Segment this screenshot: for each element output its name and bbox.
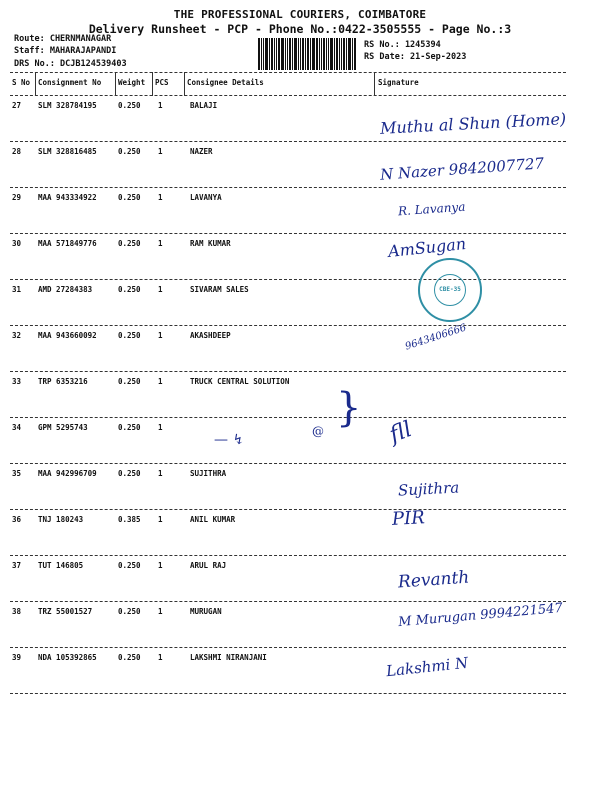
staff-label: Staff: MAHARAJAPANDI xyxy=(14,46,117,56)
handwritten-signature: M Murugan 9994221547 xyxy=(397,600,564,631)
row-sno: 39 xyxy=(12,653,22,662)
row-consignment-no: GPM 5295743 xyxy=(38,423,88,432)
row-weight: 0.250 xyxy=(118,147,141,156)
col-header-signature: Signature xyxy=(378,78,419,87)
table-row xyxy=(0,96,600,142)
table-row xyxy=(0,234,600,280)
barcode-bar xyxy=(330,38,333,70)
row-sno: 34 xyxy=(12,423,22,432)
row-consignee: ANIL KUMAR xyxy=(190,515,236,524)
row-sno: 32 xyxy=(12,331,22,340)
handwritten-signature: 9643406666 xyxy=(403,322,468,353)
barcode-bar xyxy=(263,38,264,70)
row-consignee: SUJITHRA xyxy=(190,469,227,478)
barcode-bar xyxy=(334,38,335,70)
barcode-bar xyxy=(310,38,311,70)
drs-number: DRS No.: DCJB124539403 xyxy=(14,59,127,69)
row-weight: 0.250 xyxy=(118,239,141,248)
row-consignment-no: TRZ 55001527 xyxy=(38,607,93,616)
row-sno: 28 xyxy=(12,147,22,156)
row-weight: 0.250 xyxy=(118,607,141,616)
row-weight: 0.250 xyxy=(118,653,141,662)
row-consignee: LAKSHMI NIRANJANI xyxy=(190,653,267,662)
barcode-bar xyxy=(294,38,297,70)
row-pcs: 1 xyxy=(158,377,163,386)
row-consignment-no: TRP 6353216 xyxy=(38,377,88,386)
barcode-bar xyxy=(271,38,273,70)
row-sno: 30 xyxy=(12,239,22,248)
barcode-bar xyxy=(319,38,320,70)
row-consignee: NAZER xyxy=(190,147,213,156)
table-row xyxy=(0,507,600,556)
row-consignee: SIVARAM SALES xyxy=(190,285,249,294)
handwritten-signature: Lakshmi N xyxy=(385,653,469,681)
handwritten-signature: Sujithra xyxy=(397,478,460,500)
barcode-bar xyxy=(276,38,277,70)
barcode-bar xyxy=(258,38,260,70)
col-divider xyxy=(152,72,153,96)
barcode-bar xyxy=(285,38,286,70)
row-pcs: 1 xyxy=(158,285,163,294)
barcode-bar xyxy=(307,38,309,70)
row-consignment-no: TNJ 180243 xyxy=(38,515,84,524)
handwritten-signature: PIR xyxy=(391,507,426,530)
table-row xyxy=(0,648,600,694)
row-consignee: MURUGAN xyxy=(190,607,222,616)
row-weight: 0.250 xyxy=(118,469,141,478)
row-pcs: 1 xyxy=(158,101,163,110)
row-sno: 35 xyxy=(12,469,22,478)
row-consignment-no: AMD 27284383 xyxy=(38,285,93,294)
row-pcs: 1 xyxy=(158,193,163,202)
row-consignee: RAM KUMAR xyxy=(190,239,231,248)
table-row xyxy=(0,418,600,464)
col-divider xyxy=(184,72,185,96)
barcode-bar xyxy=(281,38,284,70)
company-stamp xyxy=(418,258,482,322)
row-consignment-no: MAA 571849776 xyxy=(38,239,97,248)
col-header-pcs: PCS xyxy=(155,78,169,87)
handwritten-signature: Muthu al Shun (Home) xyxy=(379,109,567,138)
handwritten-signature: AmSugan xyxy=(387,233,467,262)
row-pcs: 1 xyxy=(158,147,163,156)
barcode-bar xyxy=(312,38,315,70)
table-row xyxy=(0,322,600,372)
barcode-bar xyxy=(261,38,262,70)
barcode-bar xyxy=(321,38,322,70)
header-top-rule xyxy=(10,72,566,73)
row-consignment-no: MAA 943334922 xyxy=(38,193,97,202)
row-consignee: ARUL RAJ xyxy=(190,561,227,570)
pen-mark: — ↯ xyxy=(214,432,245,448)
row-pcs: 1 xyxy=(158,515,163,524)
rs-date: RS Date: 21-Sep-2023 xyxy=(364,52,467,62)
stamp-code: CBE-35 xyxy=(439,286,461,293)
table-row xyxy=(0,188,600,234)
barcode-bar xyxy=(336,38,338,70)
table-row xyxy=(0,602,600,648)
barcode-bar xyxy=(278,38,280,70)
row-pcs: 1 xyxy=(158,239,163,248)
barcode-bar xyxy=(326,38,327,70)
row-consignee: TRUCK CENTRAL SOLUTION xyxy=(190,377,290,386)
row-pcs: 1 xyxy=(158,561,163,570)
col-divider xyxy=(35,72,36,96)
row-sno: 36 xyxy=(12,515,22,524)
col-header-sno: S No xyxy=(12,78,31,87)
barcode-bar xyxy=(328,38,329,70)
row-pcs: 1 xyxy=(158,423,163,432)
row-consignment-no: MAA 943660092 xyxy=(38,331,97,340)
row-consignment-no: SLM 328816485 xyxy=(38,147,97,156)
barcode-bar xyxy=(316,38,318,70)
row-pcs: 1 xyxy=(158,469,163,478)
col-divider xyxy=(374,72,375,96)
row-consignment-no: NDA 105392865 xyxy=(38,653,97,662)
row-sno: 37 xyxy=(12,561,22,570)
table-row xyxy=(0,464,600,510)
handwritten-signature: Revanth xyxy=(397,567,470,593)
barcode-bar xyxy=(265,38,268,70)
barcode-bar xyxy=(269,38,270,70)
row-weight: 0.250 xyxy=(118,423,141,432)
row-sno: 31 xyxy=(12,285,22,294)
barcode-bar xyxy=(341,38,342,70)
row-consignee: AKASHDEEP xyxy=(190,331,231,340)
row-sno: 29 xyxy=(12,193,22,202)
rs-number: RS No.: 1245394 xyxy=(364,40,441,50)
col-divider xyxy=(115,72,116,96)
row-pcs: 1 xyxy=(158,653,163,662)
barcode-bar xyxy=(292,38,293,70)
barcode-bar xyxy=(298,38,299,70)
row-sno: 33 xyxy=(12,377,22,386)
barcode xyxy=(258,38,358,70)
row-weight: 0.250 xyxy=(118,193,141,202)
handwritten-signature: N Nazer 9842007727 xyxy=(379,154,545,184)
table-row xyxy=(0,280,600,326)
barcode-bar xyxy=(302,38,304,70)
row-weight: 0.250 xyxy=(118,377,141,386)
table-row xyxy=(0,372,600,418)
barcode-bar xyxy=(323,38,325,70)
pen-mark: @ xyxy=(312,424,324,438)
row-weight: 0.385 xyxy=(118,515,141,524)
row-separator xyxy=(10,693,566,694)
barcode-bar xyxy=(352,38,353,70)
pen-brace: } xyxy=(336,385,362,431)
row-sno: 38 xyxy=(12,607,22,616)
barcode-bar xyxy=(346,38,347,70)
row-consignment-no: SLM 328784195 xyxy=(38,101,97,110)
route-label: Route: CHERNMANAGAR xyxy=(14,34,112,44)
row-weight: 0.250 xyxy=(118,561,141,570)
row-consignee: BALAJI xyxy=(190,101,218,110)
row-pcs: 1 xyxy=(158,607,163,616)
runsheet-title: Delivery Runsheet - PCP - Phone No.:0422-3505555 - Page No.:3 xyxy=(88,22,512,36)
company-title: THE PROFESSIONAL COURIERS, COIMBATORE xyxy=(173,8,427,21)
table-row xyxy=(0,556,600,602)
table-row xyxy=(0,142,600,188)
row-consignment-no: TUT 146805 xyxy=(38,561,84,570)
barcode-bar xyxy=(348,38,351,70)
barcode-bar xyxy=(354,38,356,70)
barcode-bar xyxy=(300,38,301,70)
barcode-bar xyxy=(274,38,275,70)
row-consignment-no: MAA 942996709 xyxy=(38,469,97,478)
handwritten-signature: R. Lavanya xyxy=(397,199,466,219)
barcode-bar xyxy=(305,38,306,70)
row-consignee: LAVANYA xyxy=(190,193,222,202)
col-header-weight: Weight xyxy=(118,78,146,87)
row-weight: 0.250 xyxy=(118,331,141,340)
row-weight: 0.250 xyxy=(118,101,141,110)
col-header-consignee: Consignee Details xyxy=(187,78,264,87)
barcode-bar xyxy=(289,38,291,70)
handwritten-signature: fll xyxy=(386,417,416,448)
barcode-bar xyxy=(339,38,340,70)
row-pcs: 1 xyxy=(158,331,163,340)
barcode-bar xyxy=(287,38,288,70)
barcode-bar xyxy=(343,38,345,70)
row-sno: 27 xyxy=(12,101,22,110)
col-header-consignment: Consignment No xyxy=(38,78,102,87)
row-weight: 0.250 xyxy=(118,285,141,294)
